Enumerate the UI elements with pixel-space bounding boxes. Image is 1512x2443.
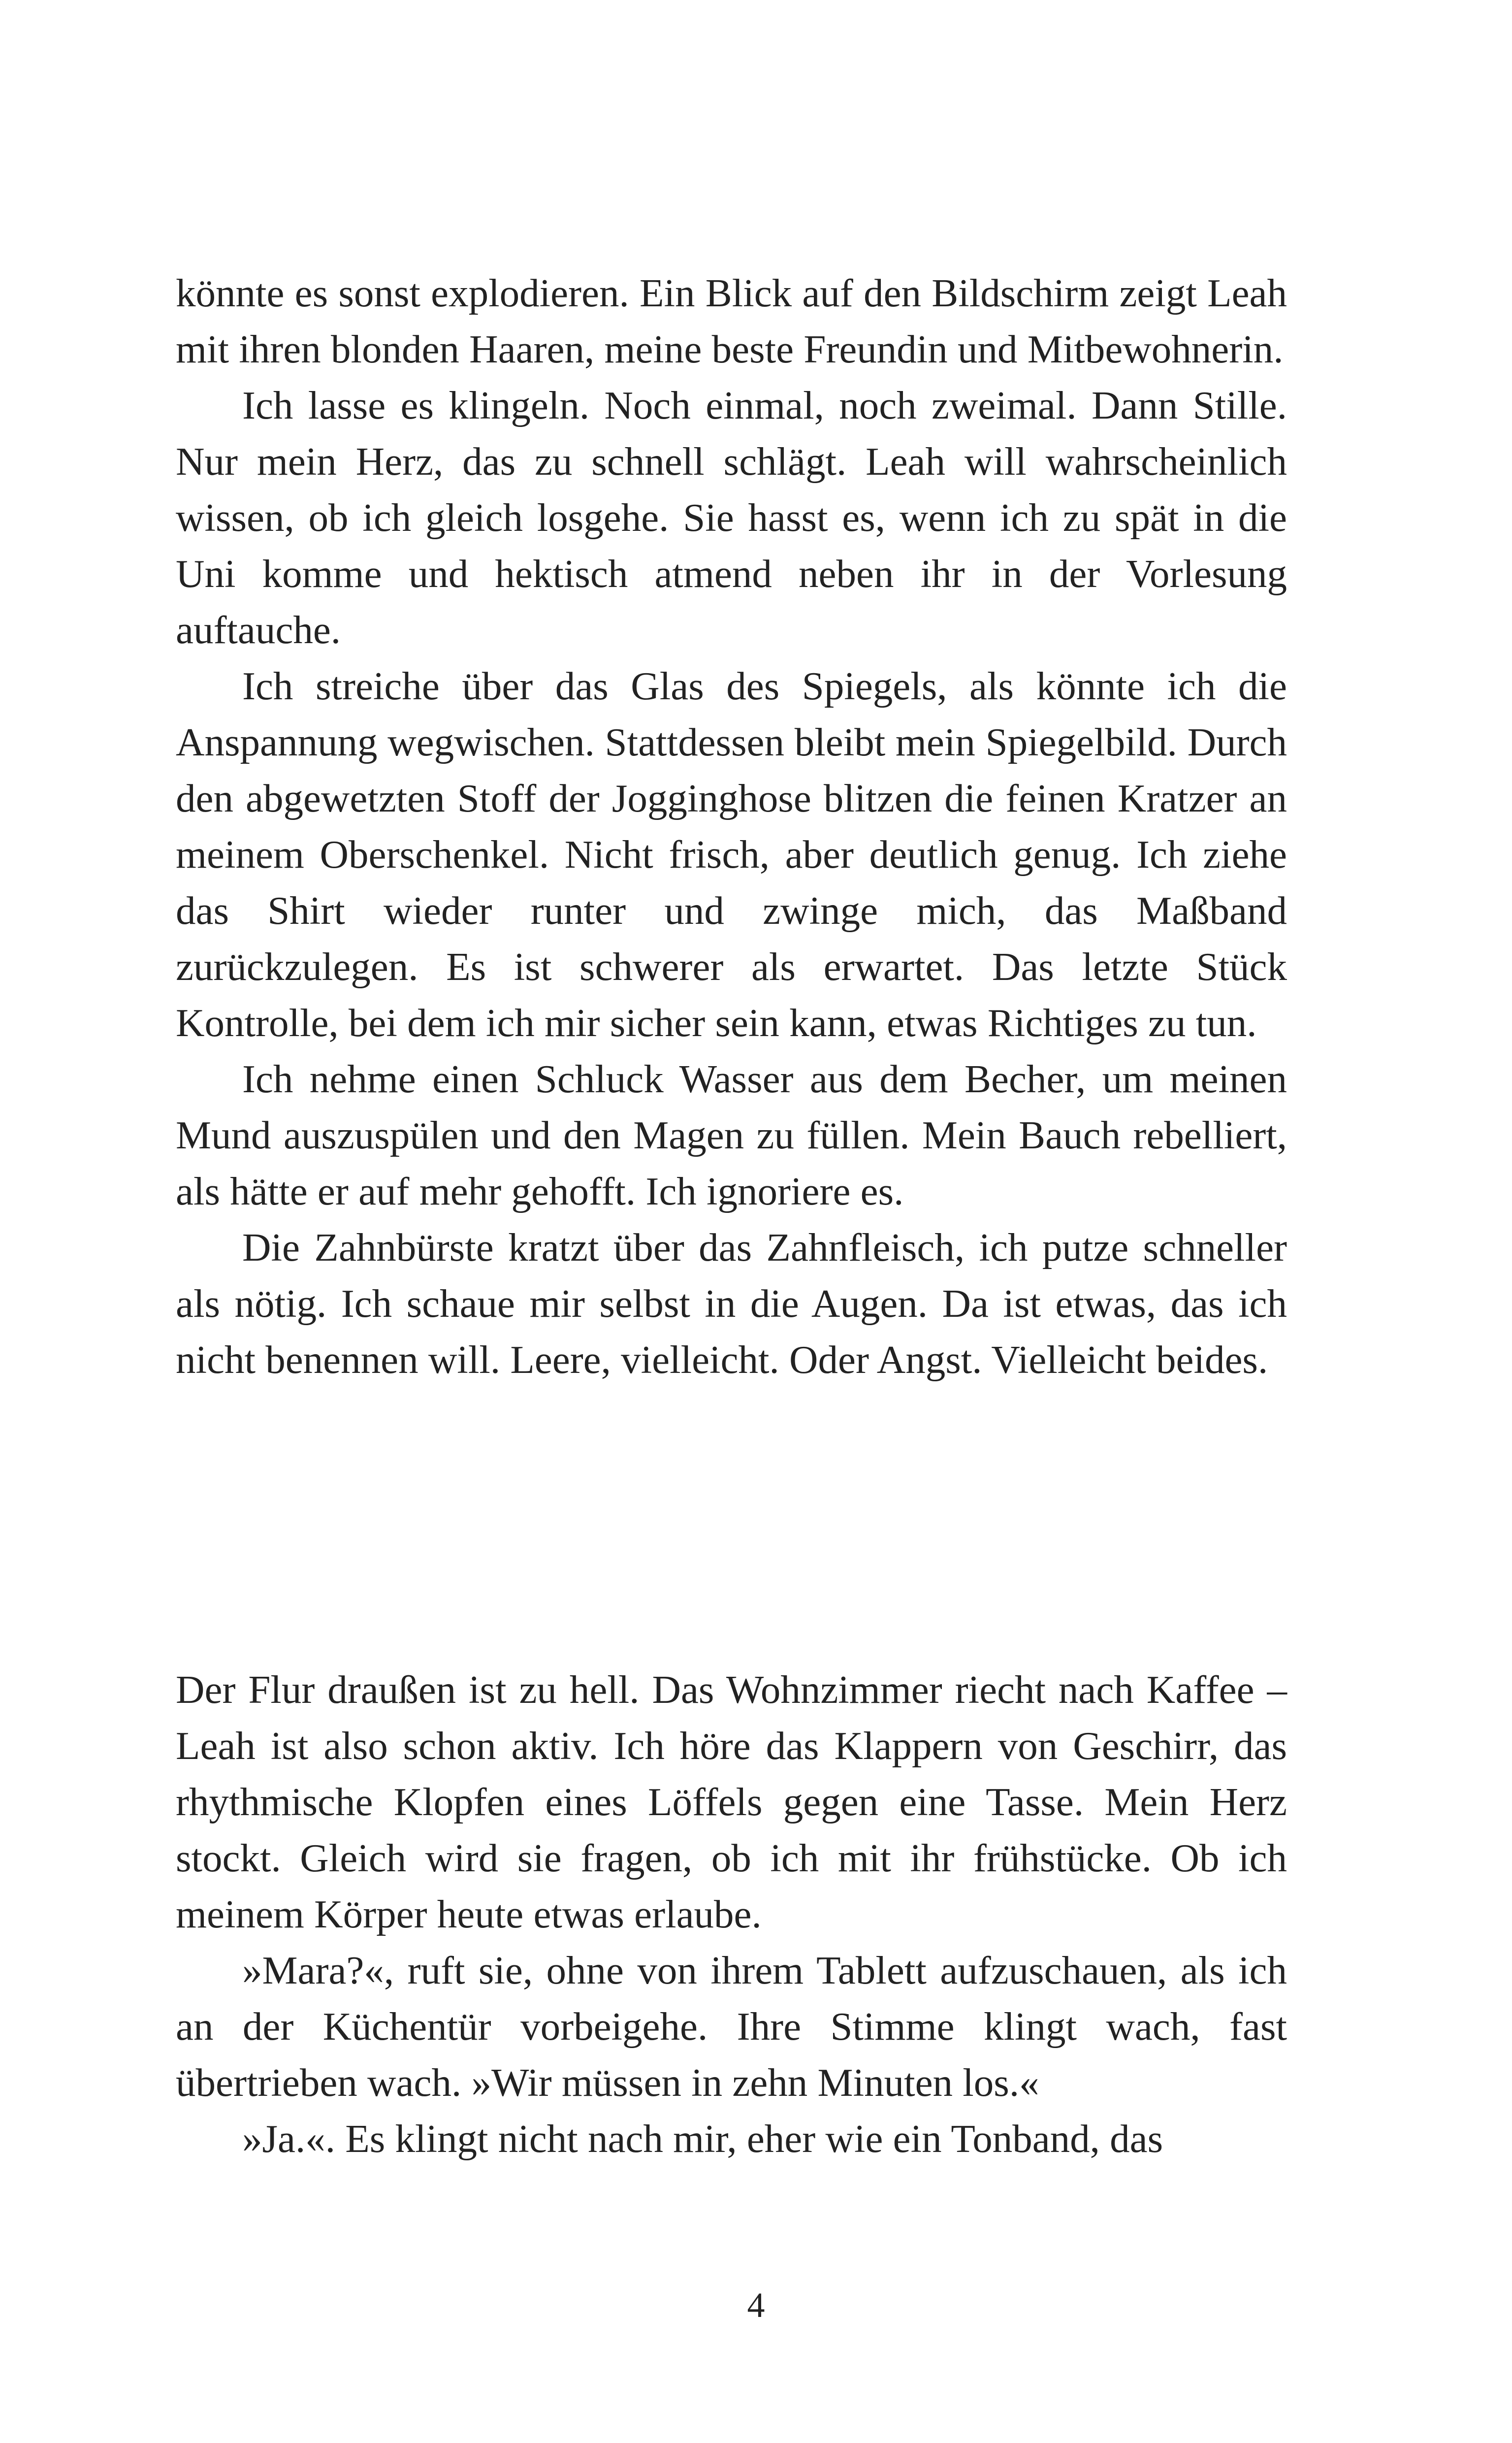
paragraph: Ich nehme einen Schluck Wasser aus dem Becher, um meinen Mund auszuspülen und den Magen zu füllen. Mein Bauch rebelliert, als hätte er auf mehr gehofft. Ich ignoriere es. — [176, 1057, 1287, 1213]
page-number: 4 — [747, 2285, 765, 2325]
text-section-1 — [176, 265, 1287, 1388]
paragraph: »Mara?«, ruft sie, ohne von ihrem Tablett aufzuschauen, als ich an der Küchentür vorbeigehe. Ihre Stimme klingt wach, fast übertrieben wach. »Wir müssen in zehn Minuten los.« — [176, 1948, 1287, 2105]
text-section-2 — [176, 1661, 1287, 2167]
paragraph: Ich lasse es klingeln. Noch einmal, noch zweimal. Dann Stille. Nur mein Herz, das zu schnell schlägt. Leah will wahrscheinlich wissen, ob ich gleich losgehe. Sie hasst es, wenn ich zu spät in die Uni komme und hektisch atmend neben ihr in der Vorlesung auftauche. — [176, 383, 1287, 652]
paragraph: könnte es sonst explodieren. Ein Blick auf den Bildschirm zeigt Leah mit ihren blonden Haaren, meine beste Freundin und Mitbewohnerin. — [176, 271, 1287, 371]
paragraph: Die Zahnbürste kratzt über das Zahnfleisch, ich putze schneller als nötig. Ich schaue mir selbst in die Augen. Da ist etwas, das ich nicht benennen will. Leere, vielleicht. Oder Angst. Vielleicht beides. — [176, 1225, 1287, 1382]
paragraph: Ich streiche über das Glas des Spiegels, als könnte ich die Anspannung wegwischen. Stattdessen bleibt mein Spiegelbild. Durch den abgewetzten Stoff der Jogginghose blitzen die feinen Kratzer an meinem Oberschenkel. Nicht frisch, aber deutlich genug. Ich ziehe das Shirt wieder runter und zwinge mich, das Maßband zurückzulegen. Es ist schwerer als erwartet. Das letzte Stück Kontrolle, bei dem ich mir sicher sein kann, etwas Richtiges zu tun. — [176, 664, 1287, 1045]
paragraph: »Ja.«. Es klingt nicht nach mir, eher wie ein Tonband, das — [242, 2117, 1163, 2161]
paragraph: Der Flur draußen ist zu hell. Das Wohnzimmer riecht nach Kaffee – Leah ist also schon aktiv. Ich höre das Klappern von Geschirr, das rhythmische Klopfen eines Löffels gegen eine Tasse. Mein Herz stockt. Gleich wird sie fragen, ob ich mit ihr frühstücke. Ob ich meinem Körper heute etwas erlaube. — [176, 1667, 1287, 1936]
